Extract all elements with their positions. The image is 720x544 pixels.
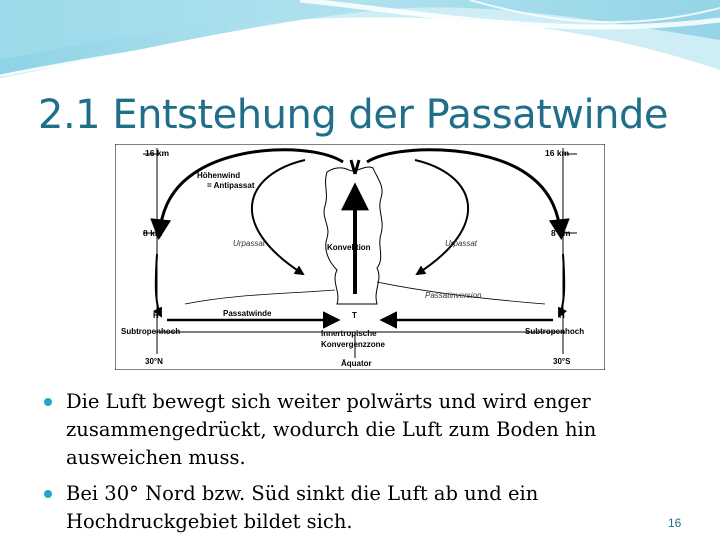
passatinversion-label: Passatinversion xyxy=(425,291,482,300)
subtropenhoch-right-label: Subtropenhoch xyxy=(525,327,585,336)
passatwinde-label: Passatwinde xyxy=(223,309,272,318)
altitude-8km-left: 8 km xyxy=(143,228,163,238)
altitude-16km-left: 16 km xyxy=(145,148,170,158)
low-pressure-center: T xyxy=(352,311,357,320)
altitude-16km-right: 16 km xyxy=(545,148,570,158)
itc-label-line2: Konvergenzzone xyxy=(321,340,386,349)
bullet-list xyxy=(44,388,684,544)
trade-wind-circulation-diagram xyxy=(115,144,605,370)
bullet-dot-icon xyxy=(44,490,52,498)
bullet-item xyxy=(44,388,684,472)
high-pressure-right: H xyxy=(559,311,565,320)
urpassat-left-label: Urpassat xyxy=(233,239,266,248)
konvektion-label: Konvektion xyxy=(327,243,371,252)
antipassat-label: = Antipassat xyxy=(207,181,255,190)
latitude-30s: 30°S xyxy=(553,357,571,366)
high-pressure-left: H xyxy=(153,311,159,320)
altitude-8km-right: 8 km xyxy=(551,228,571,238)
bullet-text: Die Luft bewegt sich weiter polwärts und wird enger zusammengedrückt, wodurch die Luft zum Boden hin ausweichen muss. xyxy=(66,390,597,469)
slide-title: 2.1 Entstehung der Passatwinde xyxy=(38,92,668,138)
bullet-dot-icon xyxy=(44,398,52,406)
itc-label-line1: Innertropische xyxy=(321,329,377,338)
bullet-text: Bei 30° Nord bzw. Süd sinkt die Luft ab und ein Hochdruckgebiet bildet sich. xyxy=(66,482,539,533)
hoehenwind-label: Höhenwind xyxy=(197,171,241,180)
page-number: 16 xyxy=(668,516,682,530)
aequator-label: Äquator xyxy=(341,359,372,368)
urpassat-right-label: Urpassat xyxy=(445,239,478,248)
latitude-30n: 30°N xyxy=(145,357,163,366)
bullet-item xyxy=(44,480,684,536)
subtropenhoch-left-label: Subtropenhoch xyxy=(121,327,181,336)
